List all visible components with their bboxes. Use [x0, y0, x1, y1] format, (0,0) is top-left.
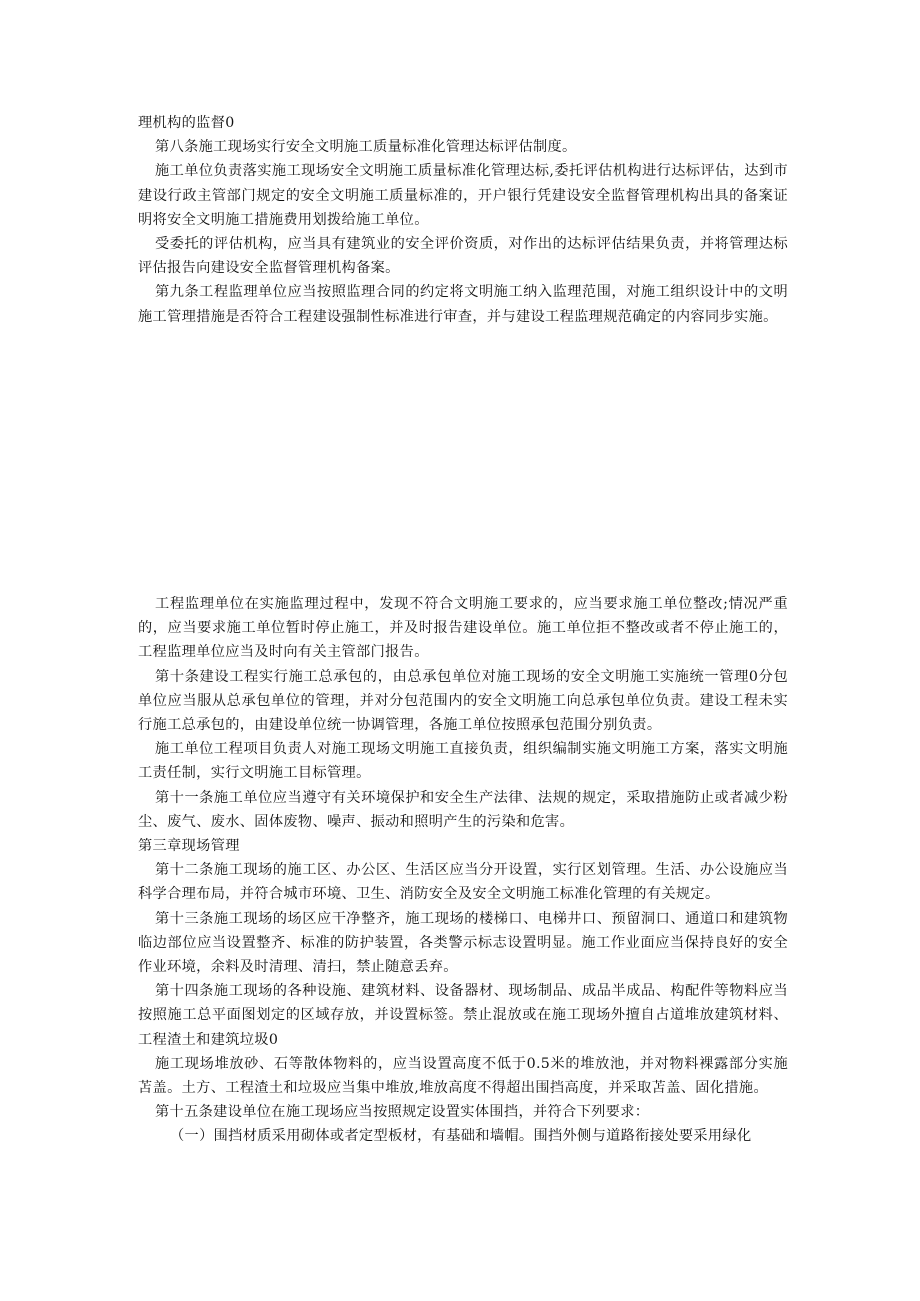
top-text-block	[138, 111, 788, 329]
paragraph-evaluation-agency: 受委托的评估机构，应当具有建筑业的安全评价资质，对作出的达标评估结果负责，并将管理达标评估报告向建设安全监督管理机构备案。	[138, 236, 788, 277]
paragraph-bulk-materials: 施工现场堆放砂、石等散体物料的，应当设置高度不低于0.5米的堆放池，并对物料裸露部分实施苫盖。土方、工程渣土和垃圾应当集中堆放,堆放高度不得超出围挡高度，并采取苫盖、固化措施。	[138, 1055, 788, 1097]
paragraph-article-13: 第十三条施工现场的场区应干净整齐，施工现场的楼梯口、电梯井口、预留洞口、通道口和建筑物临边部位应当设置整齐、标准的防护装置，各类警示标志设置明显。施工作业面应当保持良好的安全作业环境，余料及时清理、清扫，禁止随意丢弃。	[138, 910, 788, 976]
paragraph-article-14: 第十四条施工现场的各种设施、建筑材料、设备器材、现场制品、成品半成品、构配件等物料应当按照施工总平面图划定的区域存放，并设置标签。禁止混放或在施工现场外擅自占道堆放建筑材料、工程渣土和建筑垃圾0	[138, 983, 788, 1048]
paragraph-article-8: 第八条施工现场实行安全文明施工质量标准化管理达标评估制度。	[155, 139, 577, 156]
paragraph-article-12: 第十二条施工现场的施工区、办公区、生活区应当分开设置，实行区划管理。生活、办公设施应当科学合理布局，并符合城市环境、卫生、消防安全及安全文明施工标准化管理的有关规定。	[138, 862, 788, 903]
paragraph-project-leader: 施工单位工程项目负责人对施工现场文明施工直接负责，组织编制实施文明施工方案，落实文明施工责任制，实行文明施工目标管理。	[138, 741, 788, 782]
paragraph-supervision-rectify: 工程监理单位在实施监理过程中，发现不符合文明施工要求的，应当要求施工单位整改;情况严重的，应当要求施工单位暂时停止施工，并及时报告建设单位。施工单位拒不整改或者不停止施工的，工程监理单位应当及时向有关主管部门报告。	[138, 596, 788, 661]
paragraph-continuation: 理机构的监督0	[138, 115, 235, 131]
paragraph-article-11: 第十一条施工单位应当遵守有关环境保护和安全生产法律、法规的规定，采取措施防止或者减少粉尘、废气、废水、固体废物、噪声、振动和照明产生的污染和危害。	[138, 789, 788, 830]
paragraph-construction-unit: 施工单位负责落实施工现场安全文明施工质量标准化管理达标,委托评估机构进行达标评估，达到市建设行政主管部门规定的安全文明施工质量标准的，开户银行凭建设安全监督管理机构出具的备案证明将安全文明施工措施费用划拨给施工单位。	[138, 163, 788, 228]
list-item-1: （一）围挡材质采用砌体或者定型板材，有基础和墙帽。围挡外侧与道路衔接处要采用绿化	[170, 1128, 752, 1145]
paragraph-article-9: 第九条工程监理单位应当按照监理合同的约定将文明施工纳入监理范围，对施工组织设计中的文明施工管理措施是否符合工程建设强制性标准进行审查，并与建设工程监理规范确定的内容同步实施。	[138, 284, 788, 325]
bottom-text-block	[138, 592, 788, 1149]
paragraph-article-15: 第十五条建设单位在施工现场应当按照规定设置实体围挡，并符合下列要求：	[155, 1104, 650, 1121]
paragraph-article-10: 第十条建设工程实行施工总承包的，由总承包单位对施工现场的安全文明施工实施统一管理0分包单位应当服从总承包单位的管理，并对分包范围内的安全文明施工向总承包单位负责。建设工程未实行施工总承包的，由建设单位统一协调管理，各施工单位按照承包范围分别负责。	[138, 668, 788, 734]
chapter-heading-3: 第三章现场管理	[138, 838, 240, 855]
